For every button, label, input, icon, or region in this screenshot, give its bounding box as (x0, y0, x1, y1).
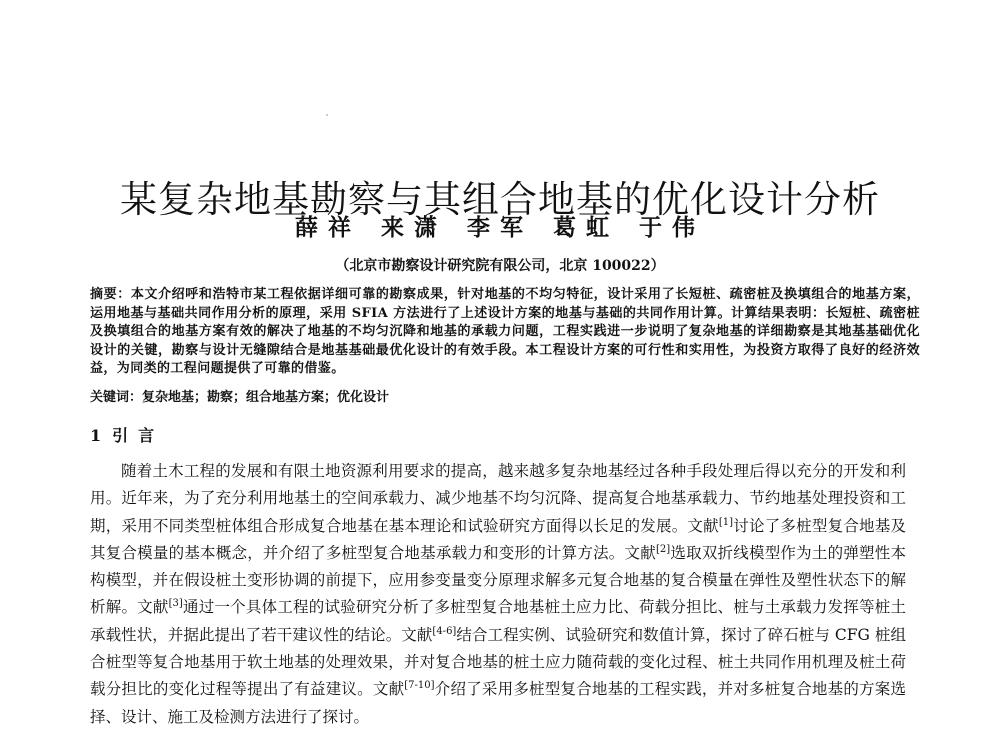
body-text: 随着土木工程的发展和有限土地资源利用要求的提高，越来越多复杂地基经过各种手段处理后得以充分的开发和利用。近年来，为了充分利用地基土的空间承载力、减少地基不均匀沉降、提高复合地基承载力、节约地基处理投资和工期，采用不同类型桩体组合形成复合地基在基本理论和试验研究方面得以长足的发展。文献 (90, 462, 906, 535)
section-heading (90, 424, 164, 448)
citation-ref: [7-10] (404, 680, 435, 692)
abstract (90, 286, 920, 379)
citation-ref: [2] (655, 543, 671, 555)
author-name: 李军 (467, 214, 533, 241)
author-name: 葛虹 (553, 214, 620, 241)
body-text: 介绍了采用多桩型复合地基的工程实践，并对多桩复合地基的方案选择、设计、施工及检测方法进行了探讨。 (90, 680, 906, 726)
abstract-label: 摘要： (90, 287, 131, 302)
section-number: 1 (90, 426, 103, 445)
body-text: 选取双折线模型作为土的弹塑性本构模型，并在假设桩土变形协调的前提下，应用参变量变分原理求解多元复合地基的复合模量在弹性及塑性状态下的解析解。文献 (90, 543, 906, 617)
section-title: 引言 (112, 426, 165, 445)
body-text: 讨论了多桩型复合地基及其复合模量的基本概念，并介绍了多桩型复合地基承载力和变形的计算方法。文献 (90, 516, 906, 562)
author-name: 来潇 (380, 214, 447, 241)
affiliation: （北京市勘察设计研究院有限公司，北京 100022） (335, 258, 665, 274)
author-name: 于伟 (639, 214, 706, 241)
citation-ref: [3] (168, 598, 183, 610)
abstract-text: 本文介绍呼和浩特市某工程依据详细可靠的勘察成果，针对地基的不均匀特征，设计采用了长短桩、疏密桩及换填组合的地基方案，运用地基与基础共同作用分析的原理，采用 SFIA 方法进行了上述设计方案的地基与基础的共同作用计算。计算结果表明：长短桩、疏密桩及换填组合的地基方案有效的解决了地基的不均匀沉降和地基的承载力问题，工程实践进一步说明了复杂地基的详细勘察是其地基基础优化设计的关键，勘察与设计无缝隙结合是地基基础最优化设计的有效手段。本工程设计方案的可行性和实用性，为投资方取得了良好的经济效益，为同类的工程问题提供了可靠的借鉴。 (90, 287, 921, 376)
citation-ref: [4-6] (432, 625, 457, 637)
keywords-label: 关键词： (90, 390, 143, 405)
author-name: 薛祥 (294, 214, 361, 241)
keywords (90, 389, 920, 407)
body-paragraph (90, 458, 906, 731)
citation-ref: [1] (718, 516, 734, 528)
body-text: 结合工程实例、试验研究和数值计算，探讨了碎石桩与 CFG 桩组合桩型等复合地基用于软土地基的处理效果，并对复合地基的桩土应力随荷载的变化过程、桩土共同作用机理及桩土荷载分担比的变化过程等提出了有益建议。文献 (90, 625, 906, 699)
keywords-text: 复杂地基；勘察；组合地基方案；优化设计 (142, 390, 390, 405)
body-text: 通过一个具体工程的试验研究分析了多桩型复合地基桩土应力比、荷载分担比、桩与土承载力发挥等桩土承载性状，并据此提出了若干建议性的结论。文献 (90, 598, 906, 644)
author-list (0, 213, 1000, 243)
paper-title: 某复杂地基勘察与其组合地基的优化设计分析 (120, 177, 880, 221)
scan-speck (326, 114, 328, 116)
